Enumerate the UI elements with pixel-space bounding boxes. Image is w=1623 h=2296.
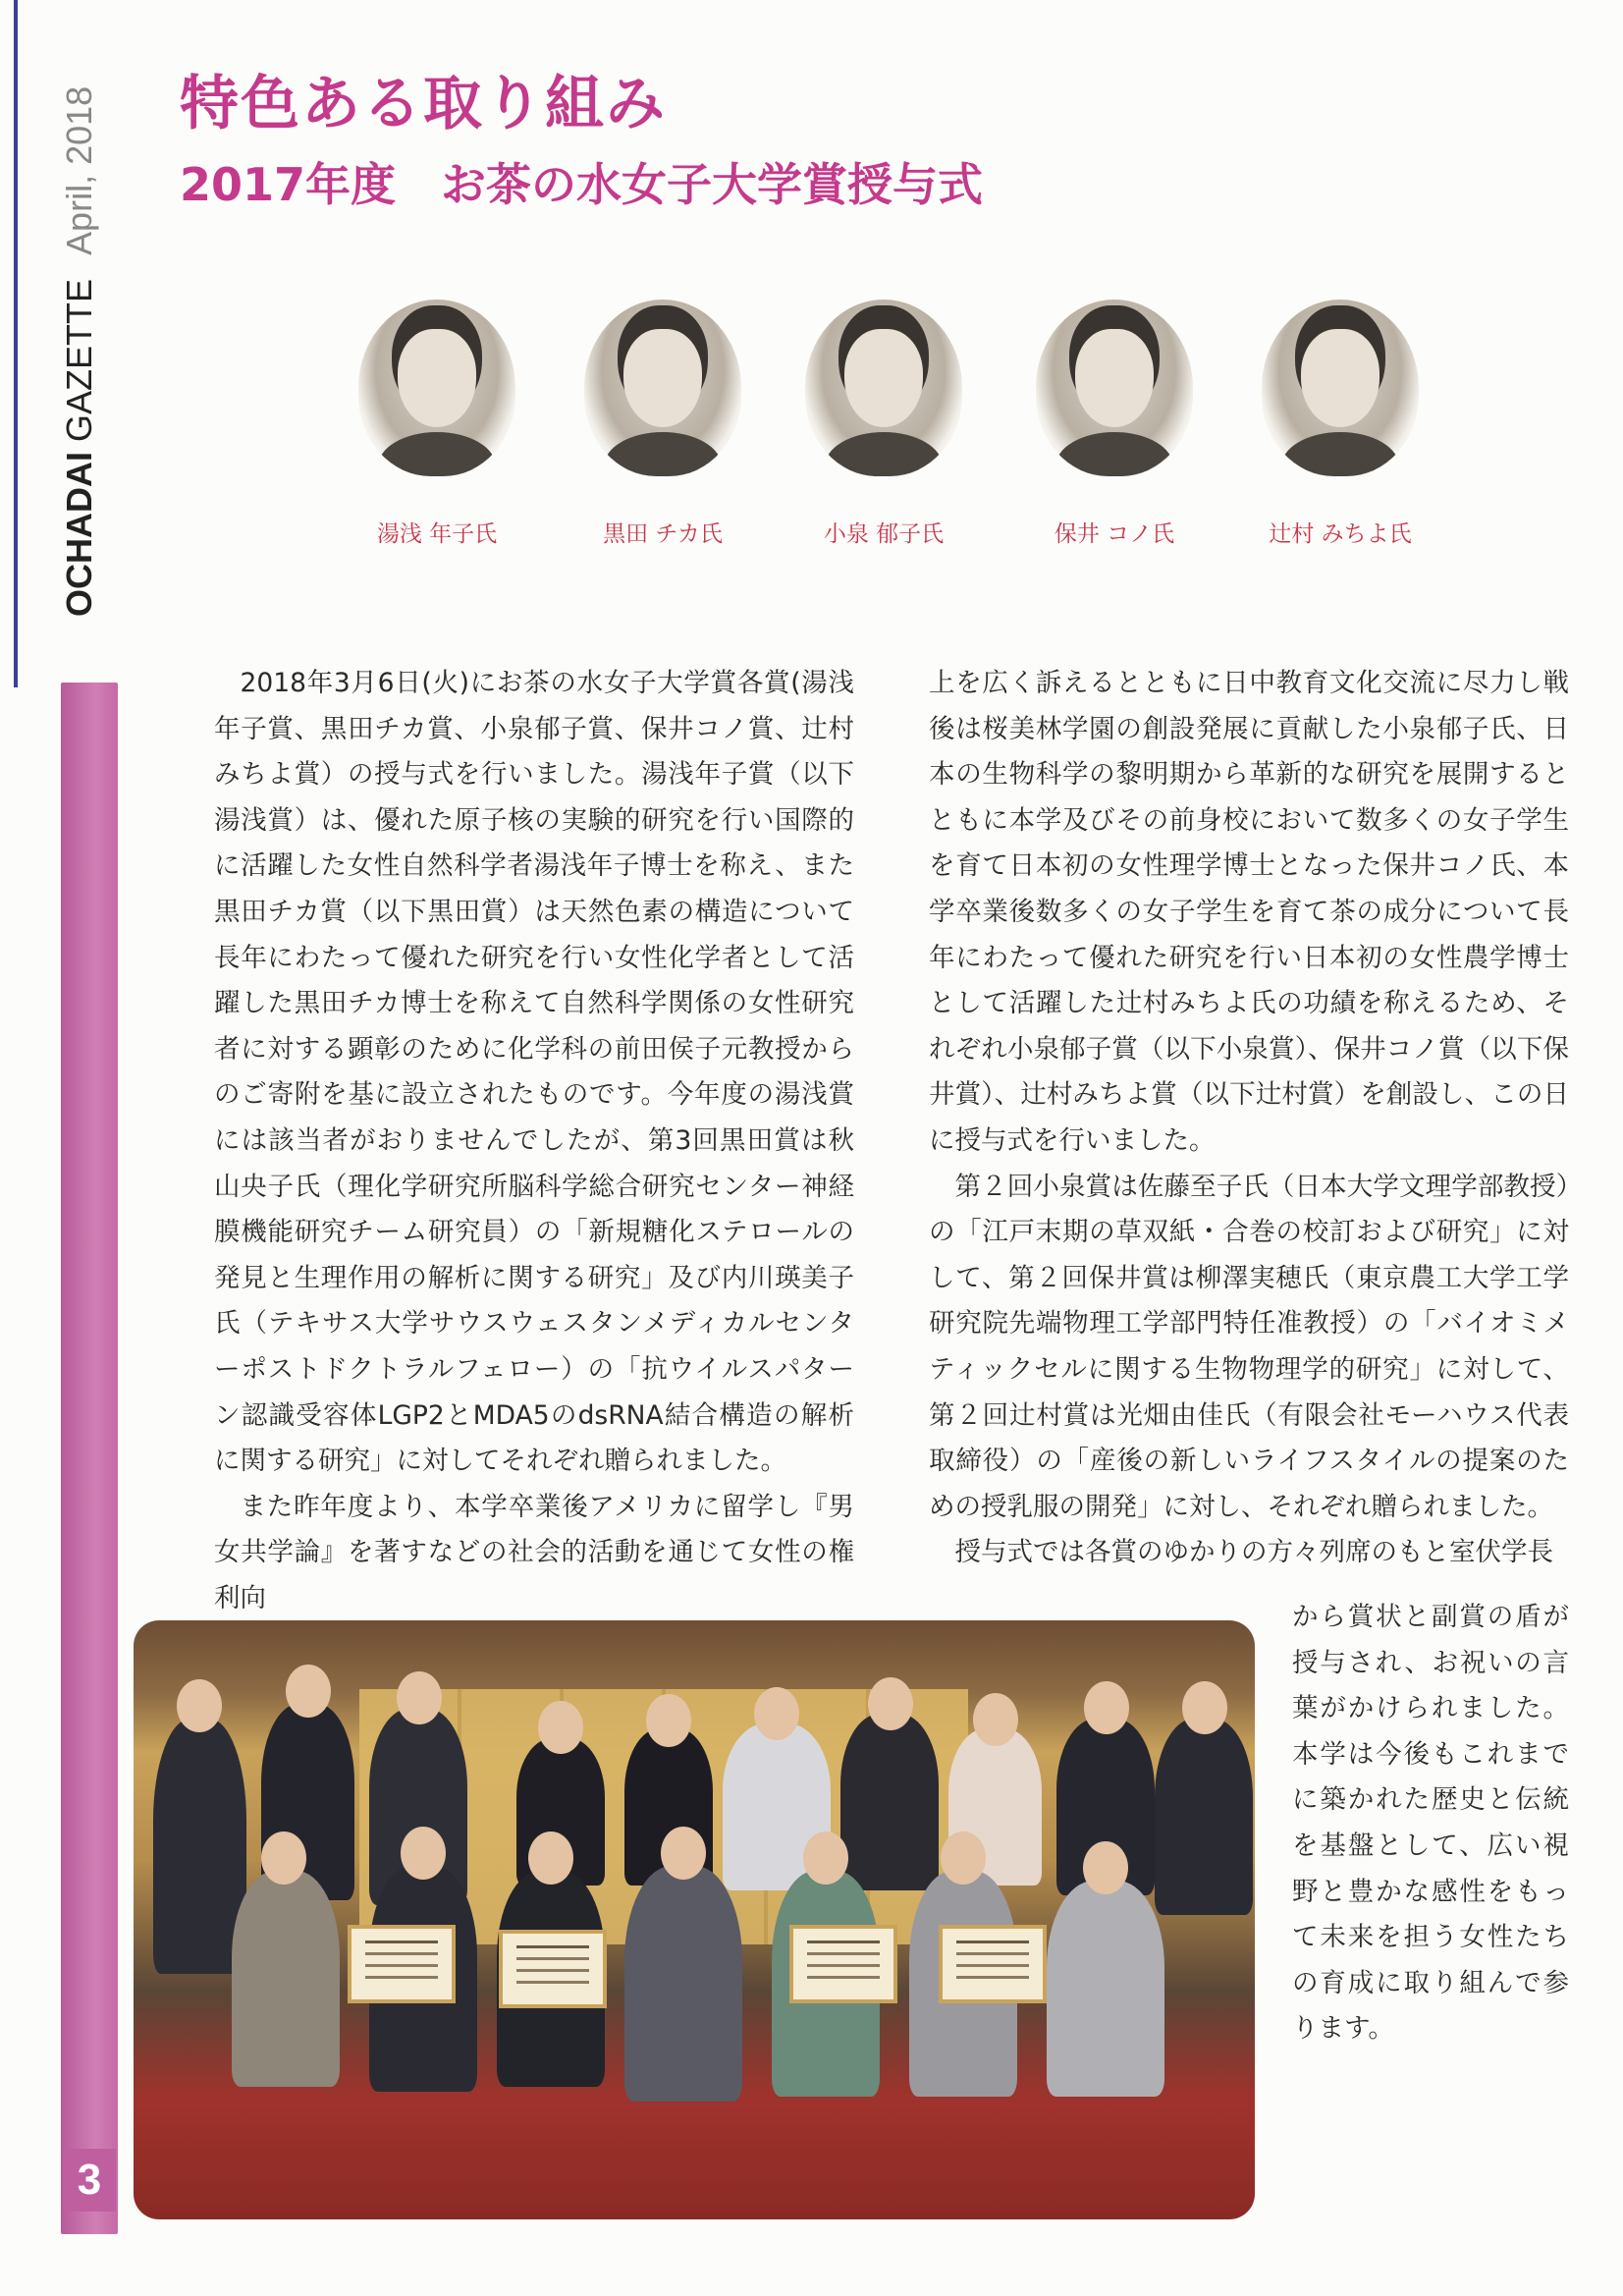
person-head: [754, 1687, 799, 1740]
person-head: [401, 1827, 446, 1880]
portrait-photo: [1036, 300, 1193, 476]
page-number: 3: [63, 2149, 116, 2212]
left-blue-rule: [14, 0, 18, 687]
page-title: 特色ある取り組み: [180, 70, 667, 138]
person-head: [868, 1677, 913, 1730]
person-head: [177, 1679, 222, 1732]
person-head: [1084, 1681, 1129, 1734]
portrait-name: 保井 コノ氏: [1054, 521, 1175, 547]
person-head: [646, 1694, 691, 1747]
article-paragraph: 上を広く訴えるとともに日中教育文化交流に尽力し戦後は桜美林学園の創設発展に貢献した小泉郁子氏、日本の生物科学の黎明期から革新的な研究を展開するとともに本学及びその前身校において数多くの女子学生を育て日本初の女性理学博士となった保井コノ氏、本学卒業後数多くの女子学生を育て茶の成分について長年にわたって優れた研究を行い日本初の女性農学博士として活躍した辻村みちよ氏の功績を称えるため、それぞれ小泉郁子賞（以下小泉賞）、保井コノ賞（以下保井賞）、辻村みちよ賞（以下辻村賞）を創設し、この日に授与式を行いました。: [929, 668, 1569, 1156]
portrait-name: 辻村 みちよ氏: [1269, 521, 1412, 547]
person-head: [973, 1693, 1018, 1746]
portrait-photo: [805, 300, 962, 476]
portrait-name: 黒田 チカ氏: [603, 521, 723, 547]
portrait-item: [800, 300, 967, 548]
portrait-name: 湯浅 年子氏: [376, 521, 498, 547]
portrait-item: [579, 300, 746, 548]
portrait-photo: [1262, 300, 1419, 476]
portrait-item: [1031, 300, 1198, 548]
person: [624, 1866, 742, 2102]
person-head: [397, 1671, 442, 1724]
ceremony-group-photo: [134, 1620, 1255, 2219]
award-certificate: [939, 1925, 1047, 2003]
person-head: [803, 1831, 848, 1885]
article-paragraph: 2018年3月6日(火)にお茶の水女子大学賞各賞(湯浅年子賞、黒田チカ賞、小泉郁子賞、保井コノ賞、辻村みちよ賞）の授与式を行いました。湯浅年子賞（以下湯浅賞）は、優れた原子核の実験的研究を行い国際的に活躍した女性自然科学者湯浅年子博士を称え、また黒田チカ賞（以下黒田賞）は天然色素の構造について長年にわたって優れた研究を行い女性化学者として活躍した黒田チカ博士を称えて自然科学関係の女性研究者に対する顕彰のために化学科の前田侯子元教授からのご寄附を基に設立されたものです。今年度の湯浅賞には該当者がおりませんでしたが、第3回黒田賞は秋山央子氏（理化学研究所脳科学総合研究センター神経膜機能研究チーム研究員）の「新規糖化ステロールの発見と生理作用の解析に関する研究」及び内川瑛美子氏（テキサス大学サウスウェスタンメディカルセンターポストドクトラルフェロー）の「抗ウイルスパターン認識受容体LGP2とMDA5のdsRNA結合構造の解析に関する研究」に対してそれぞれ贈られました。: [214, 668, 854, 1477]
person-head: [528, 1831, 573, 1885]
portrait-photo: [358, 300, 515, 476]
person: [1047, 1881, 1164, 2097]
article-paragraph: 授与式では各賞のゆかりの方々列席のもと室伏学長: [954, 1537, 1553, 1568]
person-head: [538, 1701, 583, 1754]
person-head: [261, 1831, 306, 1885]
publication-name: GAZETTE: [59, 278, 99, 442]
portrait-name: 小泉 郁子氏: [823, 521, 945, 547]
portrait-item: [1257, 300, 1424, 548]
award-certificate: [789, 1925, 897, 2003]
gazette-vertical-label: [59, 86, 100, 617]
article-paragraph: から賞状と副賞の盾が授与され、お祝いの言葉がかけられました。本学は今後もこれまでに築かれた歴史と伝統を基盤として、広い視野と豊かな感性をもって未来を担う女性たちの育成に取り組んで参ります。: [1292, 1602, 1569, 2045]
person-head: [941, 1831, 986, 1885]
article-left-column: [214, 661, 854, 1621]
person: [232, 1871, 340, 2087]
page-subtitle: 2017年度 お茶の水女子大学賞授与式: [180, 158, 984, 211]
issue-date: April, 2018: [59, 85, 99, 255]
article-right-column: [929, 661, 1569, 1576]
portrait-row: [353, 300, 1473, 555]
person-head: [286, 1665, 331, 1718]
portrait-item: [353, 300, 520, 548]
person-head: [1182, 1681, 1227, 1734]
article-paragraph: また昨年度より、本学卒業後アメリカに留学し『男女共学論』を著すなどの社会的活動を通じて女性の権利向: [214, 1491, 854, 1613]
person-head: [1083, 1841, 1128, 1894]
person-head: [661, 1827, 706, 1880]
article-paragraph: 第２回小泉賞は佐藤至子氏（日本大学文理学部教授）の「江戸末期の草双紙・合巻の校訂および研究」に対して、第２回保井賞は柳澤実穂氏（東京農工大学工学研究院先端物理工学部門特任准教授）の「バイオミメティックセルに関する生物物理学的研究」に対して、第２回辻村賞は光畑由佳氏（有限会社モーハウス代表取締役）の「産後の新しいライフスタイルの提案のための授乳服の開発」に対し、それぞれ贈られました。: [929, 1171, 1569, 1522]
left-accent-bar: [61, 683, 118, 2234]
brand-name: OCHADAI: [59, 452, 99, 617]
person: [840, 1714, 939, 1890]
portrait-photo: [584, 300, 741, 476]
award-certificate: [499, 1930, 607, 2008]
person: [1155, 1719, 1253, 1915]
article-tail-column: [1292, 1595, 1569, 2052]
award-certificate: [348, 1925, 456, 2003]
